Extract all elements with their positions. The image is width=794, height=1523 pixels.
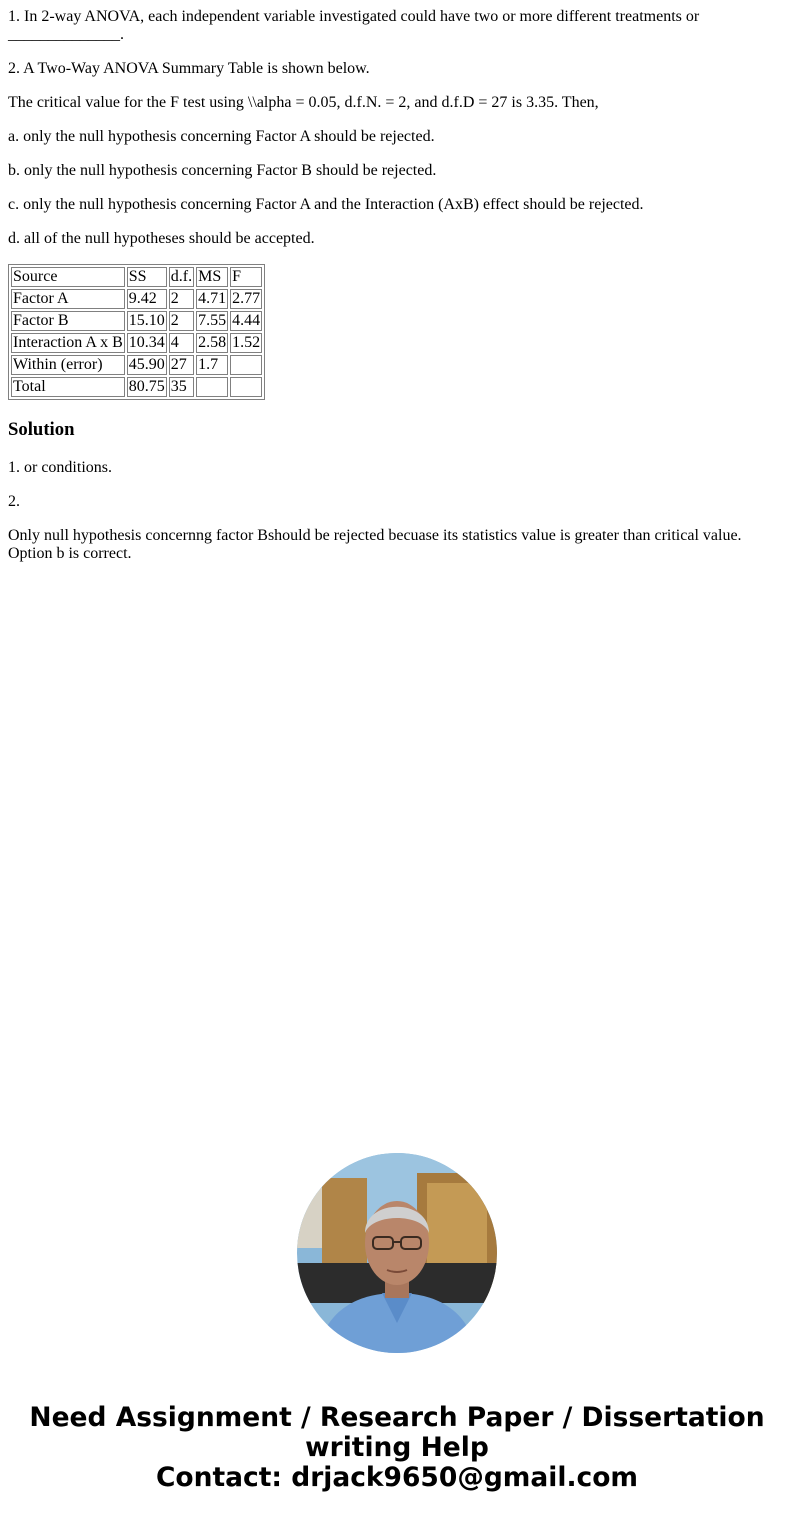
table-cell: Interaction A x B — [13, 334, 123, 351]
table-cell: Within (error) — [11, 355, 125, 375]
table-cell: 9.42 — [127, 289, 167, 309]
table-row — [11, 311, 262, 331]
promo-line-2: writing Help — [305, 1432, 489, 1463]
table-row — [11, 377, 262, 397]
header-cell: d.f. — [170, 268, 193, 285]
header-cell: Source — [11, 267, 125, 287]
option-c: c. only the null hypothesis concerning Factor A and the Interaction (AxB) effect should be rejected. — [8, 196, 644, 213]
table-cell: Factor A — [11, 289, 125, 309]
table-cell: 2 — [169, 311, 194, 331]
table-cell: 4.44 — [232, 312, 261, 329]
option-a: a. only the null hypothesis concerning Factor A should be rejected. — [8, 128, 435, 145]
solution-answer-2-label: 2. — [8, 493, 20, 510]
table-cell: 2.77 — [232, 290, 261, 307]
option-b: b. only the null hypothesis concerning Factor B should be rejected. — [8, 162, 437, 179]
table-cell: 35 — [169, 377, 194, 397]
table-cell: 4.71 — [198, 290, 227, 307]
table-cell: 2.58 — [198, 334, 227, 351]
table-cell — [196, 377, 228, 397]
table-cell: 10.34 — [128, 334, 165, 351]
table-cell: 45.90 — [128, 356, 165, 373]
table-cell: 2 — [169, 289, 194, 309]
table-cell: 1.52 — [232, 334, 261, 351]
table-cell: Factor B — [11, 311, 125, 331]
solution-answer-2-text: Only null hypothesis concernng factor Bshould be rejected becuase its statistics value is greater than critical value. Option b is correct. — [8, 527, 742, 562]
promo-line-1: Need Assignment / Research Paper / Dissertation — [29, 1402, 765, 1433]
table-row — [11, 355, 262, 375]
question-1: 1. In 2-way ANOVA, each independent variable investigated could have two or more different treatments or ______________. — [8, 8, 700, 43]
anova-summary-table — [8, 264, 265, 400]
table-header-row — [11, 267, 262, 287]
header-cell: SS — [127, 267, 167, 287]
table-cell — [230, 377, 262, 397]
table-cell: 1.7 — [196, 355, 228, 375]
option-d: d. all of the null hypotheses should be accepted. — [8, 230, 315, 247]
table-row — [11, 289, 262, 309]
critical-value-text: The critical value for the F test using \\alpha = 0.05, d.f.N. = 2, and d.f.D = 27 is 3.35. Then, — [8, 94, 599, 111]
table-row — [11, 333, 262, 353]
author-photo — [297, 1153, 497, 1353]
table-cell: 4 — [169, 333, 194, 353]
solution-heading: Solution — [8, 419, 75, 440]
table-cell: 7.55 — [198, 312, 227, 329]
table-cell: 15.10 — [128, 312, 165, 329]
promo-contact: Contact: drjack9650@gmail.com — [155, 1462, 639, 1493]
table-cell: 80.75 — [128, 378, 165, 395]
header-cell: F — [230, 267, 262, 287]
table-cell: 27 — [169, 355, 194, 375]
question-2-intro: 2. A Two-Way ANOVA Summary Table is shown below. — [8, 60, 370, 77]
solution-answer-1: 1. or conditions. — [8, 459, 112, 476]
table-cell: Total — [11, 377, 125, 397]
header-cell: MS — [196, 267, 228, 287]
table-cell — [230, 355, 262, 375]
promo-footer — [0, 1403, 794, 1493]
